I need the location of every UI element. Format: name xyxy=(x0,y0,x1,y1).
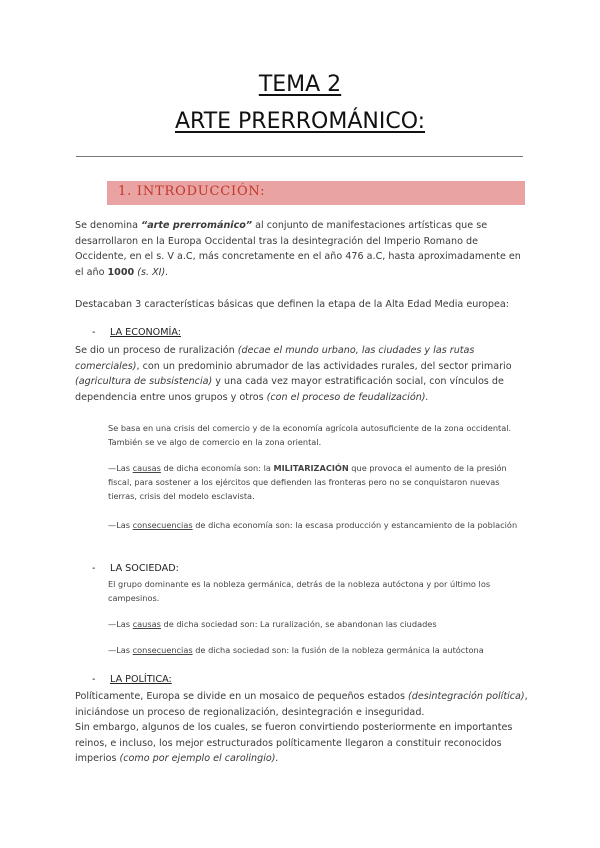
label-sociedad: LA SOCIEDAD: xyxy=(110,563,179,574)
page-title: ARTE PRERROMÁNICO: xyxy=(174,109,426,134)
tema-heading: TEMA 2 xyxy=(258,72,342,97)
characteristics-intro: Destacaban 3 características básicas que definen la etapa de la Alta Edad Media europea: xyxy=(75,299,510,310)
label-economia: LA ECONOMÍA: xyxy=(110,327,181,338)
sociedad-grupo: El grupo dominante es la nobleza germánica, detrás de la nobleza autóctona y por último los campesinos. xyxy=(108,579,491,603)
economia-paragraph: Se dio un proceso de ruralización (decae el mundo urbano, las ciudades y las rutas comerciales), con un predominio abrumador de las actividades rurales, del sector primario (agricultura de subsistencia) y una cada vez mayor estratificación social, con vínculos de dependencia entre unos grupos y otros (con el proceso de feudalización). xyxy=(75,345,512,403)
bullet-dash: - xyxy=(92,674,96,685)
economia-causas: —Las causas de dicha economía son: la MILITARIZACIÓN que provoca el aumento de la presión fiscal, para sostener a los ejércitos que defienden las fronteras pero no se conquistaron nuevas tierras, crisis del modelo esclavista. xyxy=(108,463,507,501)
intro-paragraph: Se denomina “arte prerrománico” al conjunto de manifestaciones artísticas que se desarrollaron en la Europa Occidental tras la desintegración del Imperio Romano de Occidente, en el s. V a.C, más concretamente en el año 476 a.C, hasta aproximadamente en el año 1000 (s. XI). xyxy=(75,220,521,278)
bullet-dash: - xyxy=(92,563,96,574)
economia-consecuencias: —Las consecuencias de dicha economía son: la escasa producción y estancamiento de la población xyxy=(108,520,518,530)
term-arte-prerromanico: “arte prerrománico” xyxy=(141,220,253,231)
label-politica: LA POLÍTICA: xyxy=(110,674,172,685)
bullet-dash: - xyxy=(92,327,96,338)
sociedad-causas: —Las causas de dicha sociedad son: La ruralización, se abandonan las ciudades xyxy=(108,619,437,629)
sociedad-consecuencias: —Las consecuencias de dicha sociedad son: la fusión de la nobleza germánica la autóctona xyxy=(108,645,484,655)
title-divider xyxy=(76,156,523,157)
economia-base: Se basa en una crisis del comercio y de la economía agrícola autosuficiente de la zona occidental. También se ve algo de comercio en la zona oriental. xyxy=(108,423,512,447)
politica-paragraph-2: Sin embargo, algunos de los cuales, se fueron convirtiendo posteriormente en importantes reinos, e incluso, los mejor estructurados políticamente llegaron a constituir reconocidos imperios (como por ejemplo el carolingio). xyxy=(75,722,513,764)
section-heading-introduccion: 1. INTRODUCCIÓN: xyxy=(118,184,266,199)
politica-paragraph-1: Políticamente, Europa se divide en un mosaico de pequeños estados (desintegración política), iniciándose un proceso de regionalización, desintegración e inseguridad. xyxy=(75,691,528,718)
